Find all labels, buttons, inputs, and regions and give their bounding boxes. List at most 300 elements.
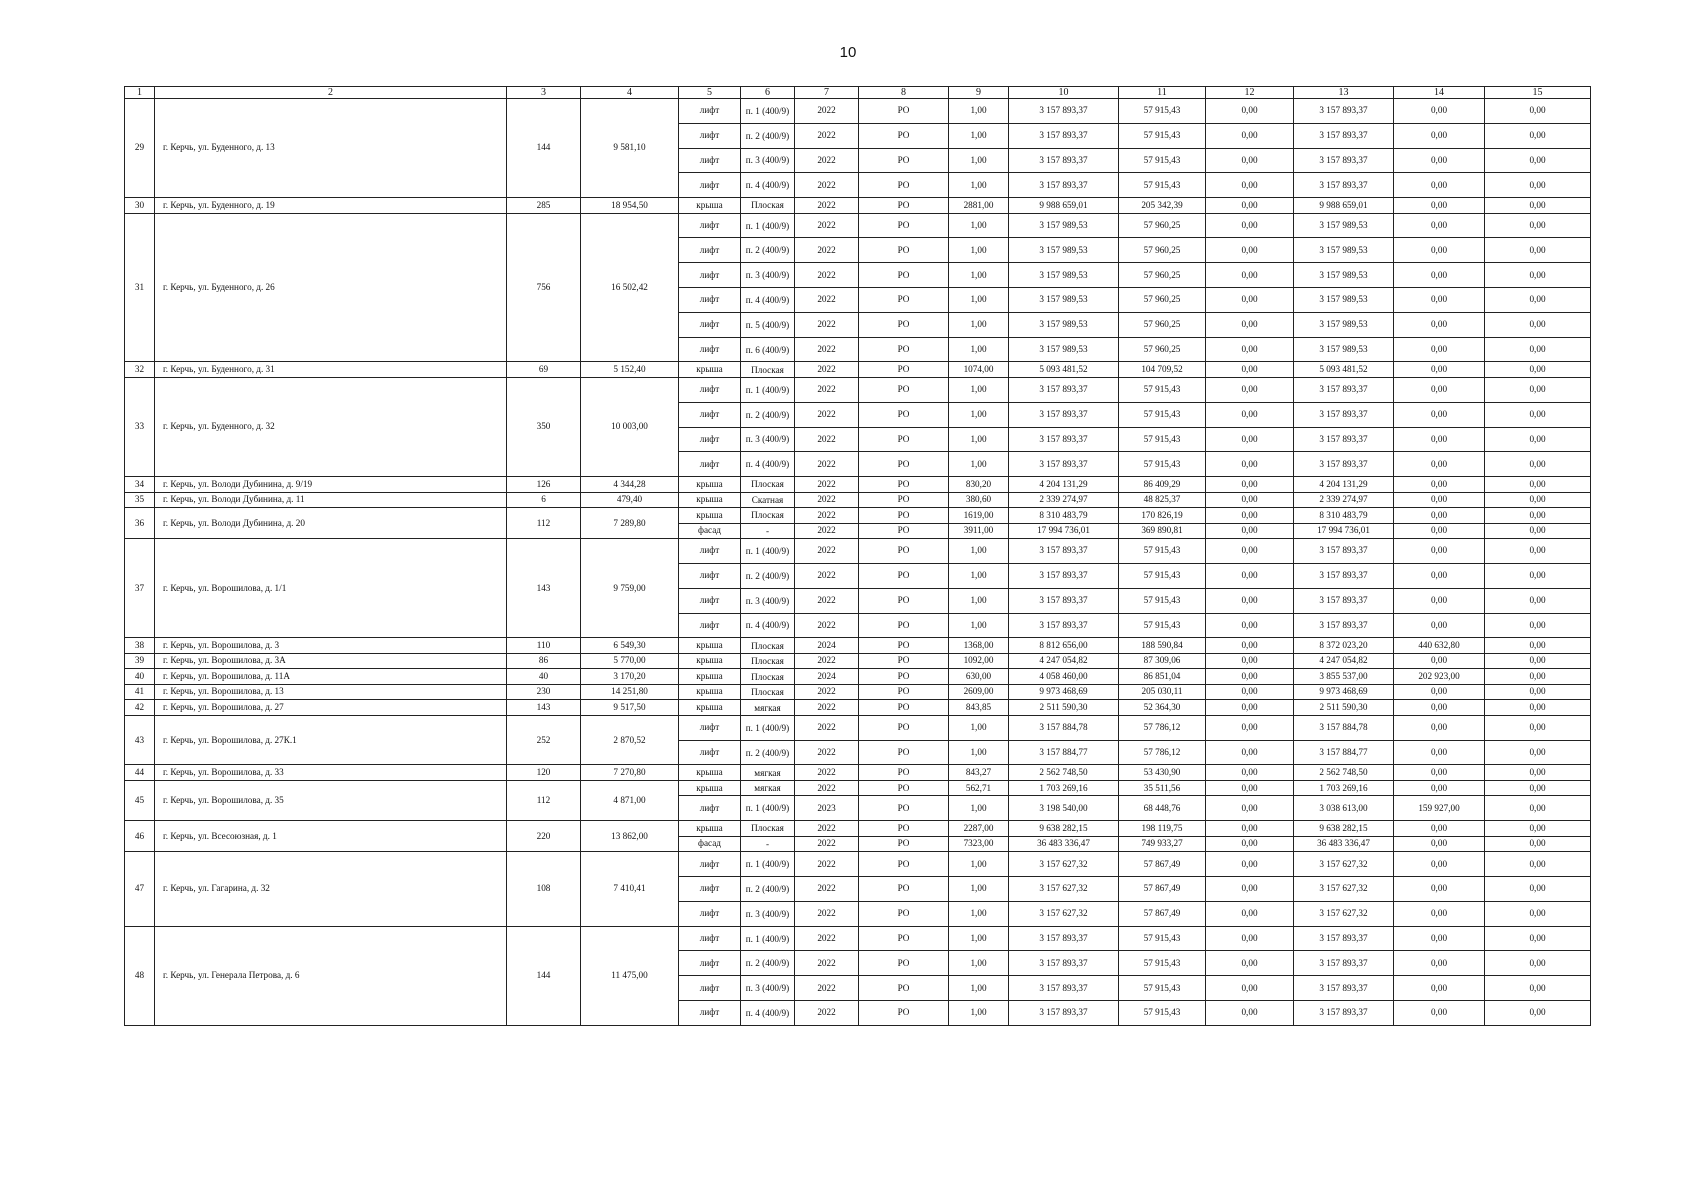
cost-col14-cell: 0,00: [1394, 99, 1485, 124]
total-cost-cell: 3 157 893,37: [1009, 148, 1119, 173]
work-type-cell: лифт: [679, 926, 741, 951]
cost-col14-cell: 0,00: [1394, 123, 1485, 148]
work-detail-cell: Скатная: [741, 492, 795, 508]
cost-col13-cell: 3 157 893,37: [1294, 402, 1394, 427]
work-type-cell: крыша: [679, 492, 741, 508]
total-cost-cell: 3 157 893,37: [1009, 951, 1119, 976]
total-cost-cell: 4 204 131,29: [1009, 477, 1119, 493]
year-cell: 2022: [795, 1001, 859, 1026]
cost-col14-cell: 0,00: [1394, 852, 1485, 877]
table-row: [125, 780, 1591, 796]
column-number: 11: [1119, 87, 1206, 99]
cost-col15-cell: 0,00: [1485, 452, 1591, 477]
work-type-cell: крыша: [679, 821, 741, 837]
work-detail-cell: п. 2 (400/9): [741, 740, 795, 765]
year-cell: 2022: [795, 951, 859, 976]
total-cost-cell: 3 157 893,37: [1009, 588, 1119, 613]
volume-cell: 1,00: [949, 539, 1009, 564]
executor-cell: РО: [859, 288, 949, 313]
cost-col13-cell: 3 157 893,37: [1294, 1001, 1394, 1026]
cost-col15-cell: 0,00: [1485, 715, 1591, 740]
volume-cell: 1,00: [949, 796, 1009, 821]
work-detail-cell: п. 6 (400/9): [741, 337, 795, 362]
table-row: [125, 765, 1591, 781]
volume-cell: 1,00: [949, 402, 1009, 427]
cost-col13-cell: 3 157 627,32: [1294, 877, 1394, 902]
row-number-cell: 35: [125, 492, 155, 508]
cost-col11-cell: 48 825,37: [1119, 492, 1206, 508]
year-cell: 2022: [795, 312, 859, 337]
table-row: [125, 492, 1591, 508]
cost-col13-cell: 4 204 131,29: [1294, 477, 1394, 493]
work-detail-cell: п. 1 (400/9): [741, 926, 795, 951]
work-type-cell: лифт: [679, 951, 741, 976]
work-type-cell: лифт: [679, 123, 741, 148]
cost-col12-cell: 0,00: [1206, 653, 1294, 669]
executor-cell: РО: [859, 638, 949, 654]
cost-col14-cell: 0,00: [1394, 263, 1485, 288]
volume-cell: 843,27: [949, 765, 1009, 781]
row-number-cell: 38: [125, 638, 155, 654]
cost-col11-cell: 369 890,81: [1119, 523, 1206, 539]
volume-cell: 1092,00: [949, 653, 1009, 669]
cost-col15-cell: 0,00: [1485, 238, 1591, 263]
cost-col15-cell: 0,00: [1485, 523, 1591, 539]
work-type-cell: лифт: [679, 877, 741, 902]
cost-col12-cell: 0,00: [1206, 377, 1294, 402]
cost-col12-cell: 0,00: [1206, 263, 1294, 288]
executor-cell: РО: [859, 684, 949, 700]
work-detail-cell: п. 4 (400/9): [741, 1001, 795, 1026]
volume-cell: 1,00: [949, 877, 1009, 902]
table-row: [125, 821, 1591, 837]
cost-col11-cell: 57 915,43: [1119, 976, 1206, 1001]
year-cell: 2022: [795, 477, 859, 493]
cost-col13-cell: 3 157 893,37: [1294, 99, 1394, 124]
cost-col13-cell: 17 994 736,01: [1294, 523, 1394, 539]
cost-col13-cell: 5 093 481,52: [1294, 362, 1394, 378]
cost-col13-cell: 3 157 893,37: [1294, 951, 1394, 976]
table-row: [125, 653, 1591, 669]
total-cost-cell: 8 812 656,00: [1009, 638, 1119, 654]
cost-col13-cell: 3 157 989,53: [1294, 238, 1394, 263]
executor-cell: РО: [859, 821, 949, 837]
cost-col12-cell: 0,00: [1206, 148, 1294, 173]
work-detail-cell: п. 1 (400/9): [741, 539, 795, 564]
cost-col13-cell: 3 157 893,37: [1294, 377, 1394, 402]
year-cell: 2022: [795, 263, 859, 288]
volume-cell: 2287,00: [949, 821, 1009, 837]
work-detail-cell: п. 2 (400/9): [741, 563, 795, 588]
cost-col12-cell: 0,00: [1206, 877, 1294, 902]
cost-col15-cell: 0,00: [1485, 780, 1591, 796]
row-number-cell: 37: [125, 539, 155, 638]
cost-col12-cell: 0,00: [1206, 123, 1294, 148]
volume-cell: 630,00: [949, 669, 1009, 685]
table-row: [125, 700, 1591, 716]
year-cell: 2022: [795, 238, 859, 263]
work-type-cell: лифт: [679, 588, 741, 613]
cost-col14-cell: 0,00: [1394, 377, 1485, 402]
row-number-cell: 40: [125, 669, 155, 685]
cost-col15-cell: 0,00: [1485, 377, 1591, 402]
cost-col13-cell: 3 157 627,32: [1294, 852, 1394, 877]
work-type-cell: лифт: [679, 539, 741, 564]
cost-col13-cell: 3 855 537,00: [1294, 669, 1394, 685]
col3-cell: 6: [507, 492, 581, 508]
year-cell: 2022: [795, 508, 859, 524]
cost-col11-cell: 57 867,49: [1119, 901, 1206, 926]
address-cell: г. Керчь, ул. Ворошилова, д. 11А: [155, 669, 507, 685]
cost-col12-cell: 0,00: [1206, 669, 1294, 685]
total-cost-cell: 3 157 627,32: [1009, 852, 1119, 877]
executor-cell: РО: [859, 951, 949, 976]
row-number-cell: 34: [125, 477, 155, 493]
year-cell: 2022: [795, 765, 859, 781]
executor-cell: РО: [859, 123, 949, 148]
work-detail-cell: п. 2 (400/9): [741, 877, 795, 902]
executor-cell: РО: [859, 715, 949, 740]
cost-col15-cell: 0,00: [1485, 836, 1591, 852]
cost-col13-cell: 2 562 748,50: [1294, 765, 1394, 781]
cost-col11-cell: 53 430,90: [1119, 765, 1206, 781]
cost-col15-cell: 0,00: [1485, 976, 1591, 1001]
work-type-cell: крыша: [679, 700, 741, 716]
column-number: 2: [155, 87, 507, 99]
area-cell: 7 289,80: [581, 508, 679, 539]
work-detail-cell: п. 3 (400/9): [741, 263, 795, 288]
cost-col11-cell: 57 786,12: [1119, 740, 1206, 765]
col3-cell: 120: [507, 765, 581, 781]
cost-col14-cell: 0,00: [1394, 780, 1485, 796]
row-number-cell: 45: [125, 780, 155, 820]
cost-col15-cell: 0,00: [1485, 312, 1591, 337]
column-number: 8: [859, 87, 949, 99]
total-cost-cell: 3 157 893,37: [1009, 173, 1119, 198]
column-number: 15: [1485, 87, 1591, 99]
cost-col15-cell: 0,00: [1485, 563, 1591, 588]
executor-cell: РО: [859, 238, 949, 263]
cost-col11-cell: 86 409,29: [1119, 477, 1206, 493]
cost-col12-cell: 0,00: [1206, 715, 1294, 740]
year-cell: 2022: [795, 588, 859, 613]
area-cell: 9 581,10: [581, 99, 679, 198]
work-type-cell: крыша: [679, 198, 741, 214]
year-cell: 2022: [795, 288, 859, 313]
cost-col14-cell: 0,00: [1394, 926, 1485, 951]
cost-col15-cell: 0,00: [1485, 123, 1591, 148]
cost-col14-cell: 0,00: [1394, 613, 1485, 638]
cost-col12-cell: 0,00: [1206, 402, 1294, 427]
cost-col15-cell: 0,00: [1485, 796, 1591, 821]
cost-col11-cell: 57 960,25: [1119, 337, 1206, 362]
year-cell: 2024: [795, 638, 859, 654]
cost-col15-cell: 0,00: [1485, 926, 1591, 951]
work-detail-cell: Плоская: [741, 669, 795, 685]
work-detail-cell: п. 3 (400/9): [741, 148, 795, 173]
cost-col14-cell: 0,00: [1394, 213, 1485, 238]
col3-cell: 108: [507, 852, 581, 926]
col3-cell: 143: [507, 539, 581, 638]
work-detail-cell: Плоская: [741, 198, 795, 214]
address-cell: г. Керчь, ул. Буденного, д. 26: [155, 213, 507, 362]
cost-col12-cell: 0,00: [1206, 362, 1294, 378]
volume-cell: 1,00: [949, 588, 1009, 613]
year-cell: 2022: [795, 715, 859, 740]
column-number: 10: [1009, 87, 1119, 99]
cost-col14-cell: 0,00: [1394, 148, 1485, 173]
cost-col14-cell: 0,00: [1394, 402, 1485, 427]
cost-col12-cell: 0,00: [1206, 836, 1294, 852]
work-detail-cell: Плоская: [741, 477, 795, 493]
total-cost-cell: 1 703 269,16: [1009, 780, 1119, 796]
cost-col13-cell: 3 038 613,00: [1294, 796, 1394, 821]
cost-col12-cell: 0,00: [1206, 588, 1294, 613]
cost-col14-cell: 0,00: [1394, 312, 1485, 337]
column-number: 5: [679, 87, 741, 99]
cost-col14-cell: 0,00: [1394, 539, 1485, 564]
area-cell: 5 152,40: [581, 362, 679, 378]
cost-col12-cell: 0,00: [1206, 638, 1294, 654]
executor-cell: РО: [859, 740, 949, 765]
work-detail-cell: мягкая: [741, 700, 795, 716]
col3-cell: 285: [507, 198, 581, 214]
cost-col11-cell: 749 933,27: [1119, 836, 1206, 852]
work-type-cell: крыша: [679, 638, 741, 654]
cost-col13-cell: 3 157 893,37: [1294, 148, 1394, 173]
cost-col13-cell: 3 157 884,78: [1294, 715, 1394, 740]
row-number-cell: 33: [125, 377, 155, 476]
col3-cell: 350: [507, 377, 581, 476]
area-cell: 7 410,41: [581, 852, 679, 926]
cost-col15-cell: 0,00: [1485, 588, 1591, 613]
cost-col13-cell: 8 372 023,20: [1294, 638, 1394, 654]
table-row: [125, 715, 1591, 740]
row-number-cell: 30: [125, 198, 155, 214]
cost-col12-cell: 0,00: [1206, 523, 1294, 539]
column-number: 12: [1206, 87, 1294, 99]
executor-cell: РО: [859, 613, 949, 638]
volume-cell: 1,00: [949, 976, 1009, 1001]
address-cell: г. Керчь, ул. Ворошилова, д. 13: [155, 684, 507, 700]
cost-col15-cell: 0,00: [1485, 669, 1591, 685]
cost-col12-cell: 0,00: [1206, 976, 1294, 1001]
work-detail-cell: -: [741, 836, 795, 852]
work-detail-cell: п. 4 (400/9): [741, 452, 795, 477]
work-type-cell: лифт: [679, 312, 741, 337]
year-cell: 2022: [795, 976, 859, 1001]
volume-cell: 562,71: [949, 780, 1009, 796]
address-cell: г. Керчь, ул. Ворошилова, д. 27: [155, 700, 507, 716]
cost-col13-cell: 3 157 893,37: [1294, 588, 1394, 613]
area-cell: 6 549,30: [581, 638, 679, 654]
work-type-cell: крыша: [679, 477, 741, 493]
cost-col14-cell: 0,00: [1394, 427, 1485, 452]
cost-col13-cell: 3 157 893,37: [1294, 539, 1394, 564]
col3-cell: 112: [507, 780, 581, 820]
cost-col15-cell: 0,00: [1485, 740, 1591, 765]
cost-col14-cell: 0,00: [1394, 452, 1485, 477]
executor-cell: РО: [859, 976, 949, 1001]
year-cell: 2022: [795, 901, 859, 926]
executor-cell: РО: [859, 796, 949, 821]
volume-cell: 1,00: [949, 852, 1009, 877]
work-type-cell: лифт: [679, 976, 741, 1001]
cost-col11-cell: 57 786,12: [1119, 715, 1206, 740]
address-cell: г. Керчь, ул. Буденного, д. 31: [155, 362, 507, 378]
row-number-cell: 44: [125, 765, 155, 781]
total-cost-cell: 9 638 282,15: [1009, 821, 1119, 837]
cost-col11-cell: 205 342,39: [1119, 198, 1206, 214]
cost-col12-cell: 0,00: [1206, 539, 1294, 564]
cost-col12-cell: 0,00: [1206, 821, 1294, 837]
year-cell: 2022: [795, 877, 859, 902]
cost-col12-cell: 0,00: [1206, 796, 1294, 821]
cost-col13-cell: 3 157 893,37: [1294, 173, 1394, 198]
cost-col14-cell: 0,00: [1394, 238, 1485, 263]
address-cell: г. Керчь, ул. Володи Дубинина, д. 9/19: [155, 477, 507, 493]
volume-cell: 1,00: [949, 288, 1009, 313]
work-type-cell: крыша: [679, 362, 741, 378]
volume-cell: 2609,00: [949, 684, 1009, 700]
cost-col12-cell: 0,00: [1206, 492, 1294, 508]
cost-col11-cell: 57 915,43: [1119, 1001, 1206, 1026]
total-cost-cell: 3 157 989,53: [1009, 238, 1119, 263]
volume-cell: 1,00: [949, 123, 1009, 148]
cost-col15-cell: 0,00: [1485, 951, 1591, 976]
address-cell: г. Керчь, ул. Ворошилова, д. 33: [155, 765, 507, 781]
work-detail-cell: п. 2 (400/9): [741, 238, 795, 263]
work-detail-cell: Плоская: [741, 821, 795, 837]
cost-col15-cell: 0,00: [1485, 508, 1591, 524]
volume-cell: 1368,00: [949, 638, 1009, 654]
executor-cell: РО: [859, 452, 949, 477]
cost-col11-cell: 35 511,56: [1119, 780, 1206, 796]
cost-col11-cell: 57 867,49: [1119, 877, 1206, 902]
row-number-cell: 42: [125, 700, 155, 716]
work-detail-cell: п. 3 (400/9): [741, 427, 795, 452]
year-cell: 2022: [795, 427, 859, 452]
year-cell: 2024: [795, 669, 859, 685]
work-detail-cell: п. 2 (400/9): [741, 951, 795, 976]
work-detail-cell: п. 1 (400/9): [741, 796, 795, 821]
cost-col13-cell: 3 157 893,37: [1294, 613, 1394, 638]
total-cost-cell: 3 157 627,32: [1009, 901, 1119, 926]
total-cost-cell: 9 988 659,01: [1009, 198, 1119, 214]
table-row: [125, 684, 1591, 700]
executor-cell: РО: [859, 263, 949, 288]
total-cost-cell: 3 157 893,37: [1009, 377, 1119, 402]
year-cell: 2022: [795, 173, 859, 198]
area-cell: 18 954,50: [581, 198, 679, 214]
column-number: 4: [581, 87, 679, 99]
executor-cell: РО: [859, 836, 949, 852]
year-cell: 2022: [795, 563, 859, 588]
table-row: [125, 377, 1591, 402]
cost-col15-cell: 0,00: [1485, 263, 1591, 288]
table-body: [125, 87, 1591, 1026]
total-cost-cell: 9 973 468,69: [1009, 684, 1119, 700]
cost-col15-cell: 0,00: [1485, 821, 1591, 837]
cost-col15-cell: 0,00: [1485, 337, 1591, 362]
row-number-cell: 46: [125, 821, 155, 852]
cost-col12-cell: 0,00: [1206, 926, 1294, 951]
cost-col11-cell: 52 364,30: [1119, 700, 1206, 716]
work-detail-cell: Плоская: [741, 638, 795, 654]
cost-col12-cell: 0,00: [1206, 99, 1294, 124]
col3-cell: 112: [507, 508, 581, 539]
executor-cell: РО: [859, 492, 949, 508]
work-type-cell: лифт: [679, 173, 741, 198]
cost-col12-cell: 0,00: [1206, 852, 1294, 877]
volume-cell: 7323,00: [949, 836, 1009, 852]
executor-cell: РО: [859, 539, 949, 564]
executor-cell: РО: [859, 198, 949, 214]
year-cell: 2022: [795, 337, 859, 362]
executor-cell: РО: [859, 588, 949, 613]
work-type-cell: крыша: [679, 508, 741, 524]
volume-cell: 1619,00: [949, 508, 1009, 524]
executor-cell: РО: [859, 523, 949, 539]
area-cell: 2 870,52: [581, 715, 679, 765]
work-type-cell: лифт: [679, 1001, 741, 1026]
cost-col15-cell: 0,00: [1485, 427, 1591, 452]
col3-cell: 756: [507, 213, 581, 362]
table-row: [125, 926, 1591, 951]
area-cell: 11 475,00: [581, 926, 679, 1025]
year-cell: 2022: [795, 452, 859, 477]
year-cell: 2022: [795, 148, 859, 173]
col3-cell: 86: [507, 653, 581, 669]
cost-col14-cell: 0,00: [1394, 877, 1485, 902]
work-detail-cell: мягкая: [741, 765, 795, 781]
executor-cell: РО: [859, 312, 949, 337]
cost-col14-cell: 0,00: [1394, 173, 1485, 198]
cost-col12-cell: 0,00: [1206, 508, 1294, 524]
work-type-cell: лифт: [679, 613, 741, 638]
year-cell: 2022: [795, 836, 859, 852]
cost-col11-cell: 57 915,43: [1119, 452, 1206, 477]
work-type-cell: фасад: [679, 836, 741, 852]
cost-col11-cell: 57 915,43: [1119, 613, 1206, 638]
total-cost-cell: 3 157 893,37: [1009, 123, 1119, 148]
cost-col11-cell: 57 867,49: [1119, 852, 1206, 877]
address-cell: г. Керчь, ул. Ворошилова, д. 1/1: [155, 539, 507, 638]
cost-col13-cell: 2 511 590,30: [1294, 700, 1394, 716]
executor-cell: РО: [859, 780, 949, 796]
cost-col15-cell: 0,00: [1485, 638, 1591, 654]
address-cell: г. Керчь, ул. Буденного, д. 32: [155, 377, 507, 476]
work-detail-cell: п. 1 (400/9): [741, 213, 795, 238]
cost-col12-cell: 0,00: [1206, 613, 1294, 638]
column-number: 14: [1394, 87, 1485, 99]
cost-col13-cell: 3 157 989,53: [1294, 337, 1394, 362]
total-cost-cell: 3 157 893,37: [1009, 926, 1119, 951]
work-type-cell: лифт: [679, 402, 741, 427]
cost-col11-cell: 57 915,43: [1119, 926, 1206, 951]
row-number-cell: 48: [125, 926, 155, 1025]
total-cost-cell: 3 157 893,37: [1009, 402, 1119, 427]
total-cost-cell: 3 157 884,78: [1009, 715, 1119, 740]
area-cell: 4 344,28: [581, 477, 679, 493]
work-detail-cell: п. 4 (400/9): [741, 173, 795, 198]
cost-col13-cell: 3 157 893,37: [1294, 452, 1394, 477]
year-cell: 2022: [795, 926, 859, 951]
table-row: [125, 669, 1591, 685]
work-type-cell: крыша: [679, 765, 741, 781]
cost-col13-cell: 36 483 336,47: [1294, 836, 1394, 852]
area-cell: 9 759,00: [581, 539, 679, 638]
